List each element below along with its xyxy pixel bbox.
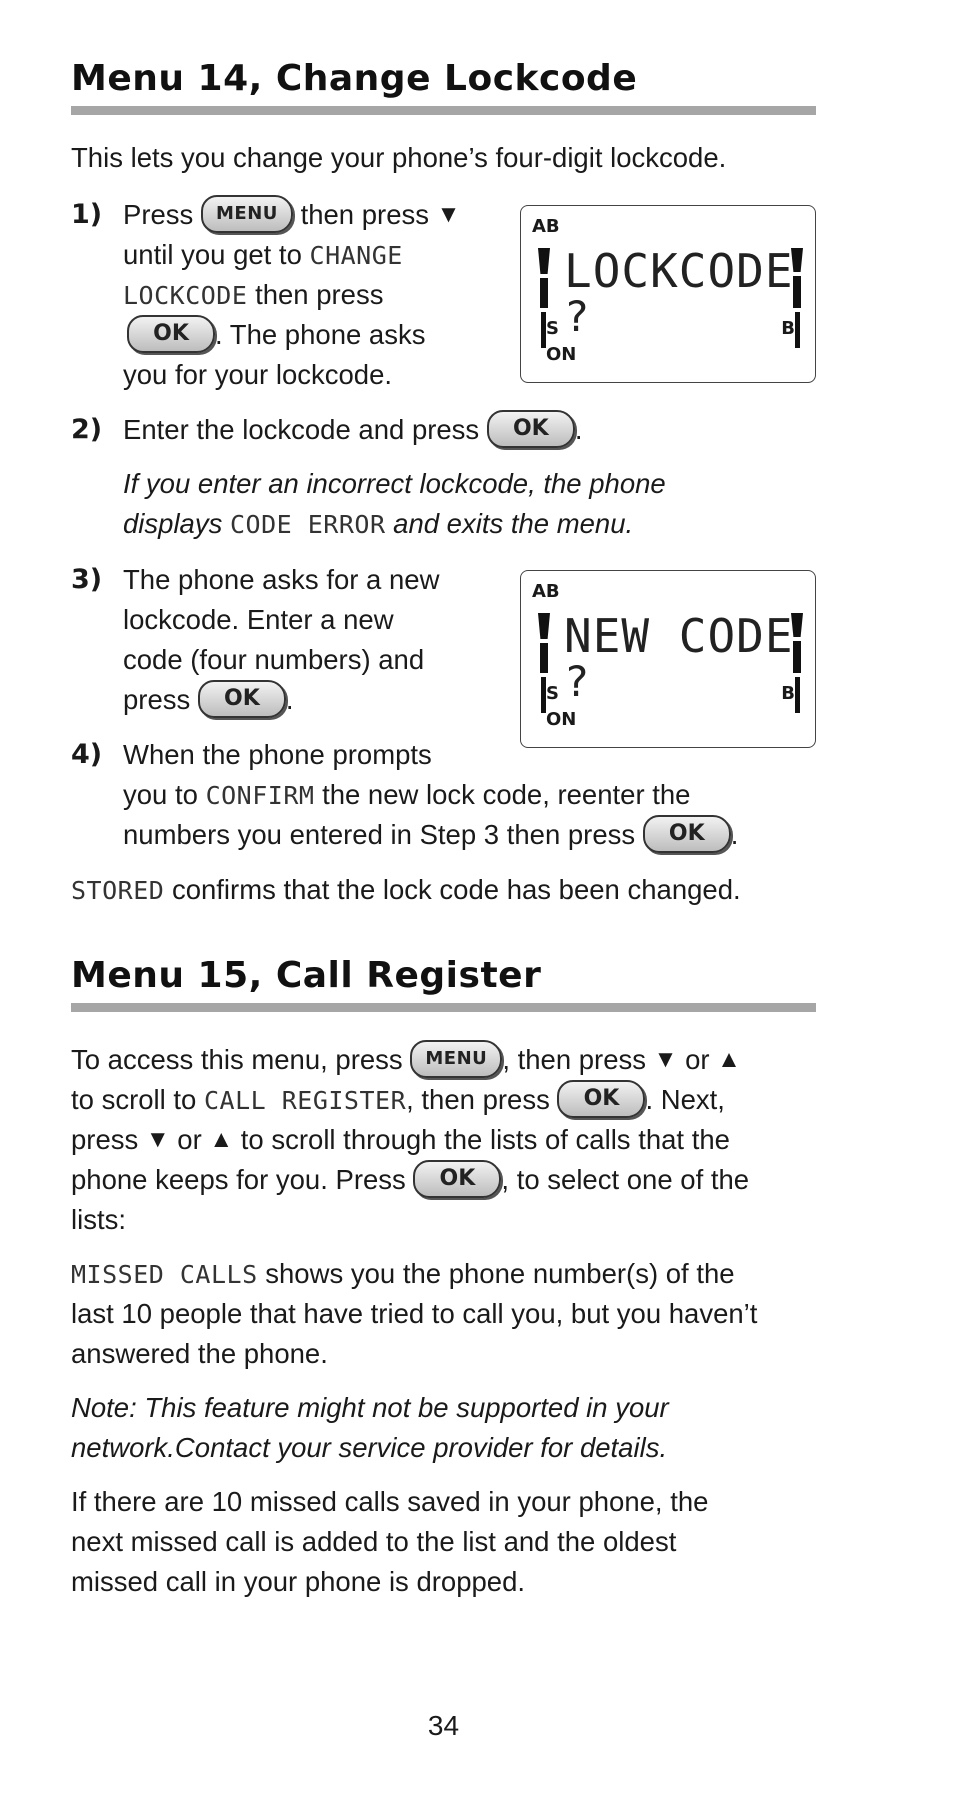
step-2-text: Enter the lockcode and press: [123, 414, 480, 445]
lcd-text-confirm: CONFIRM: [205, 781, 315, 810]
lcd-text-call-register: CALL REGISTER: [203, 1086, 407, 1115]
display-main-text: NEW CODE: [564, 609, 794, 663]
lcd-text-missed-calls: MISSED CALLS: [71, 1260, 258, 1289]
section-title-menu-14: Menu 14, Change Lockcode: [71, 58, 638, 99]
step-1-line-2: [123, 235, 403, 276]
step-4-text: you to: [123, 779, 198, 810]
missed-limit-line-1: If there are 10 missed calls saved in your phone, the: [71, 1486, 709, 1517]
step-3-text: press: [123, 684, 191, 715]
body-text: , then press: [406, 1084, 550, 1115]
step-3-line-1: The phone asks for a new: [123, 564, 440, 595]
missed-limit-line-2: next missed call is added to the list and the oldest: [71, 1526, 677, 1557]
step-4-text: .: [730, 819, 739, 850]
ok-key-icon: OK: [127, 315, 215, 353]
display-b-indicator: B: [781, 683, 795, 704]
stored-text: confirms that the lock code has been changed.: [171, 874, 741, 905]
intro-text: This lets you change your phone’s four-digit lockcode.: [71, 142, 727, 173]
up-arrow-icon: ▲: [209, 1125, 234, 1153]
call-register-p1-line-1: [71, 1040, 741, 1082]
down-arrow-icon: ▼: [653, 1045, 678, 1073]
display-on-indicator: ON: [546, 709, 577, 730]
ok-key-icon: OK: [198, 680, 286, 718]
display-on-indicator: ON: [546, 344, 577, 365]
call-register-p1-line-3: [71, 1120, 730, 1162]
display-s-indicator: S: [546, 318, 559, 339]
step-2-text: .: [574, 414, 583, 445]
step-4-line-1: When the phone prompts: [123, 739, 432, 770]
lcd-text-stored: STORED: [71, 876, 165, 905]
up-arrow-icon: ▲: [717, 1045, 741, 1073]
body-text: or: [177, 1124, 202, 1155]
step-4-text: numbers you entered in Step 3 then press: [123, 819, 636, 850]
step-1-line-3: [123, 275, 383, 316]
body-text: phone keeps for you. Press: [71, 1164, 406, 1195]
step-3-line-3: code (four numbers) and: [123, 644, 425, 675]
body-text: . Next,: [645, 1084, 725, 1115]
menu-key-icon: MENU: [410, 1040, 502, 1078]
step-1-line-4: [127, 315, 425, 356]
display-s-indicator: S: [546, 683, 559, 704]
body-text: or: [685, 1044, 710, 1075]
body-text: to scroll through the lists of calls that the: [240, 1124, 730, 1155]
menu-key-icon: MENU: [201, 195, 293, 233]
display-b-indicator: B: [781, 318, 795, 339]
step-1-line-1: [123, 195, 460, 237]
step-1-text: then press: [255, 279, 384, 310]
step-3-line-4: [123, 680, 294, 721]
step-4-text: the new lock code, reenter the: [322, 779, 691, 810]
phone-display-lockcode: [520, 205, 816, 383]
call-register-p1-line-2: [71, 1080, 725, 1121]
down-arrow-icon: ▼: [436, 200, 461, 228]
phone-display-new-code: [520, 570, 816, 748]
display-main-text: LOCKCODE: [564, 244, 794, 298]
step-1-number: 1): [71, 199, 103, 230]
step-1-line-5: you for your lockcode.: [123, 359, 393, 390]
section-title-menu-15: Menu 15, Call Register: [71, 955, 542, 996]
display-prompt: ?: [564, 292, 590, 341]
missed-calls-line-3: answered the phone.: [71, 1338, 328, 1369]
missed-limit-line-3: missed call in your phone is dropped.: [71, 1566, 526, 1597]
lcd-text-code-error: CODE ERROR: [230, 510, 386, 539]
body-text: , then press: [502, 1044, 647, 1075]
step-4-number: 4): [71, 739, 103, 770]
body-text: , to select one of the: [501, 1164, 750, 1195]
missed-calls-line-2: last 10 people that have tried to call you, but you haven’t: [71, 1298, 758, 1329]
step-2-line-1: [123, 410, 582, 451]
page-number: 34: [427, 1710, 460, 1741]
display-ab-indicator: AB: [532, 581, 560, 602]
ok-key-icon: OK: [557, 1080, 645, 1118]
step-1-text: then press: [300, 199, 429, 230]
step-2-number: 2): [71, 414, 103, 445]
note-line-1: Note: This feature might not be supported in your: [71, 1392, 669, 1423]
step-2-note-line-1: If you enter an incorrect lockcode, the phone: [123, 468, 666, 499]
title-rule: [71, 106, 816, 115]
display-ab-indicator: AB: [532, 216, 560, 237]
note-text: displays: [123, 508, 223, 539]
step-3-number: 3): [71, 564, 103, 595]
step-3-line-2: lockcode. Enter a new: [123, 604, 394, 635]
ok-key-icon: OK: [643, 815, 731, 853]
stored-confirmation: [71, 870, 741, 911]
down-arrow-icon: ▼: [145, 1125, 170, 1153]
body-text: to scroll to: [71, 1084, 197, 1115]
lcd-text-lockcode: LOCKCODE: [123, 281, 248, 310]
body-text: press: [71, 1124, 139, 1155]
ok-key-icon: OK: [413, 1160, 501, 1198]
body-text: shows you the phone number(s) of the: [265, 1258, 735, 1289]
step-1-text: until you get to: [123, 239, 302, 270]
note-text: and exits the menu.: [393, 508, 634, 539]
title-rule: [71, 1003, 816, 1012]
step-4-line-2: [123, 775, 690, 816]
step-4-line-3: [123, 815, 738, 856]
missed-calls-line-1: [71, 1254, 735, 1295]
step-2-note-line-2: [123, 504, 633, 545]
note-line-2: network.Contact your service provider for details.: [71, 1432, 668, 1463]
ok-key-icon: OK: [487, 410, 575, 448]
step-1-text: Press: [123, 199, 194, 230]
lcd-text-change: CHANGE: [309, 241, 403, 270]
step-1-text: . The phone asks: [215, 319, 426, 350]
body-text: To access this menu, press: [71, 1044, 403, 1075]
step-3-text: .: [285, 684, 294, 715]
call-register-p1-line-4: [71, 1160, 749, 1201]
display-prompt: ?: [564, 657, 590, 706]
call-register-p1-line-5: lists:: [71, 1204, 126, 1235]
